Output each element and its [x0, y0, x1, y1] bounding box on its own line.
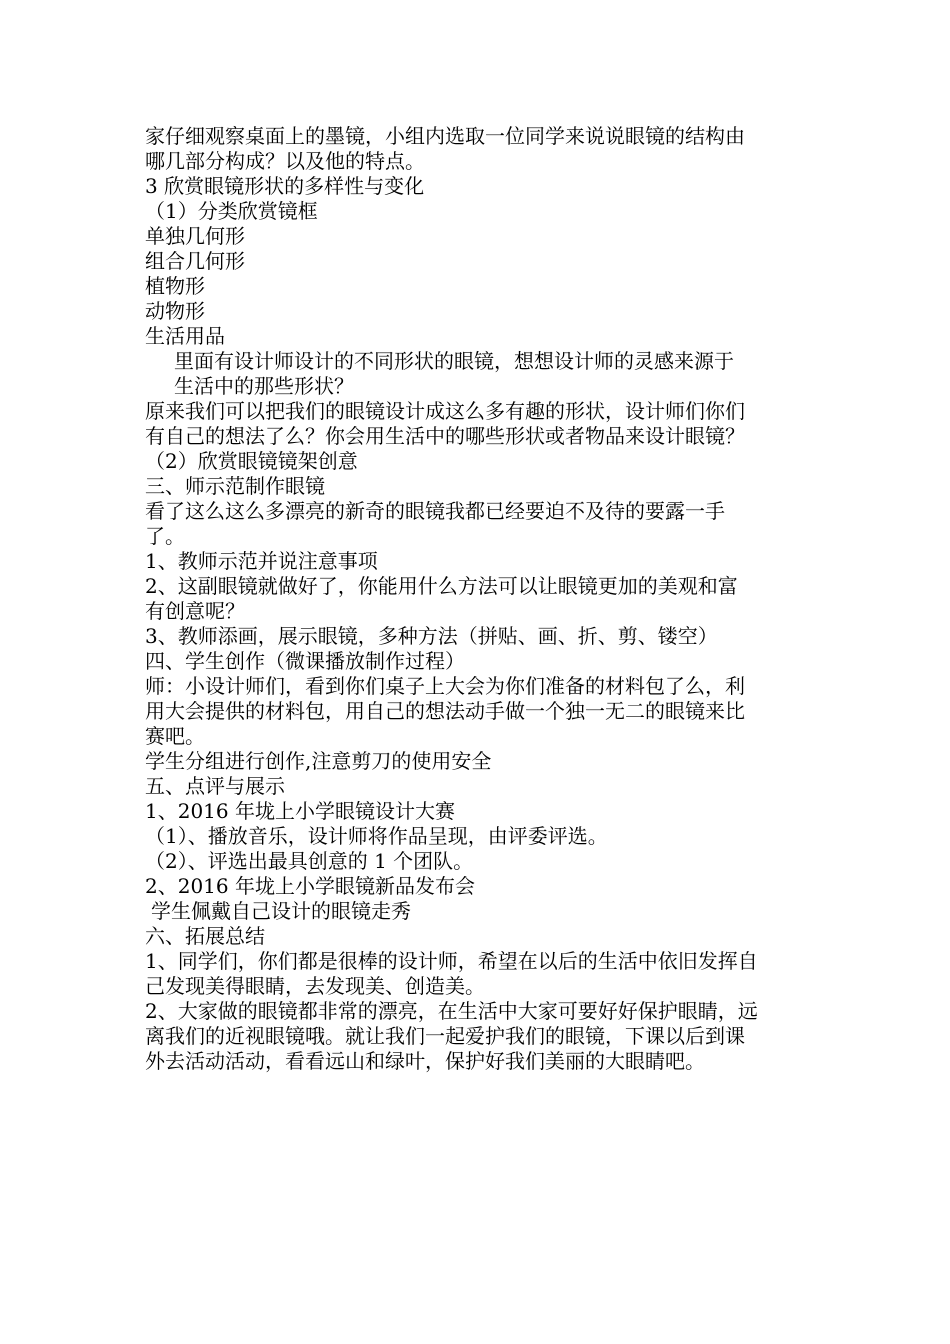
text-line: 了。 — [145, 524, 185, 548]
subsection-heading: （2）欣赏眼镜镜架创意 — [145, 449, 358, 473]
text-line: 原来我们可以把我们的眼镜设计成这么多有趣的形状，设计师们你们 — [145, 399, 745, 423]
list-item: 2、2016 年垅上小学眼镜新品发布会 — [145, 874, 475, 898]
text-line: 看了这么这么多漂亮的新奇的眼镜我都已经要迫不及待的要露一手 — [145, 499, 725, 523]
list-item: 2、大家做的眼镜都非常的漂亮，在生活中大家可要好好保护眼睛，远 — [145, 999, 758, 1023]
text-line: 己发现美得眼睛，去发现美、创造美。 — [145, 974, 485, 998]
document-body — [145, 124, 815, 1074]
text-line: 家仔细观察桌面上的墨镜，小组内选取一位同学来说说眼镜的结构由 — [145, 124, 745, 148]
list-item: 1、2016 年垅上小学眼镜设计大赛 — [145, 799, 455, 823]
list-item: （1）、播放音乐，设计师将作品呈现，由评委评选。 — [145, 824, 608, 848]
text-line: 有自己的想法了么？你会用生活中的哪些形状或者物品来设计眼镜？ — [145, 424, 745, 448]
subsection-heading: （1）分类欣赏镜框 — [145, 199, 318, 223]
section-heading: 3 欣赏眼镜形状的多样性与变化 — [145, 174, 425, 198]
list-item: 1、同学们，你们都是很棒的设计师，希望在以后的生活中依旧发挥自 — [145, 949, 758, 973]
text-line: 外去活动活动，看看远山和绿叶，保护好我们美丽的大眼睛吧。 — [145, 1049, 705, 1073]
list-item: 生活用品 — [145, 324, 225, 348]
text-line: 有创意呢？ — [145, 599, 245, 623]
list-item: 单独几何形 — [145, 224, 245, 248]
text-line: 师：小设计师们，看到你们桌子上大会为你们准备的材料包了么，利 — [145, 674, 745, 698]
section-heading: 六、拓展总结 — [145, 924, 265, 948]
list-item: 1、教师示范并说注意事项 — [145, 549, 378, 573]
section-heading: 三、师示范制作眼镜 — [145, 474, 325, 498]
text-line: 赛吧。 — [145, 724, 205, 748]
list-item: 3、教师添画，展示眼镜，多种方法（拼贴、画、折、剪、镂空） — [145, 624, 718, 648]
text-line: 里面有设计师设计的不同形状的眼镜，想想设计师的灵感来源于 — [174, 349, 734, 373]
section-heading: 四、学生创作（微课播放制作过程） — [145, 649, 465, 673]
list-item: 组合几何形 — [145, 249, 245, 273]
list-item: 动物形 — [145, 299, 205, 323]
list-item: （2）、评选出最具创意的 1 个团队。 — [145, 849, 474, 873]
text-line: 学生佩戴自己设计的眼镜走秀 — [151, 899, 411, 923]
list-item: 植物形 — [145, 274, 205, 298]
text-line: 学生分组进行创作,注意剪刀的使用安全 — [145, 749, 492, 773]
section-heading: 五、点评与展示 — [145, 774, 285, 798]
list-item: 2、这副眼镜就做好了，你能用什么方法可以让眼镜更加的美观和富 — [145, 574, 738, 598]
text-line: 用大会提供的材料包，用自己的想法动手做一个独一无二的眼镜来比 — [145, 699, 745, 723]
text-line: 哪几部分构成？以及他的特点。 — [145, 149, 425, 173]
text-line: 生活中的那些形状？ — [174, 374, 354, 398]
text-line: 离我们的近视眼镜哦。就让我们一起爱护我们的眼镜，下课以后到课 — [145, 1024, 745, 1048]
